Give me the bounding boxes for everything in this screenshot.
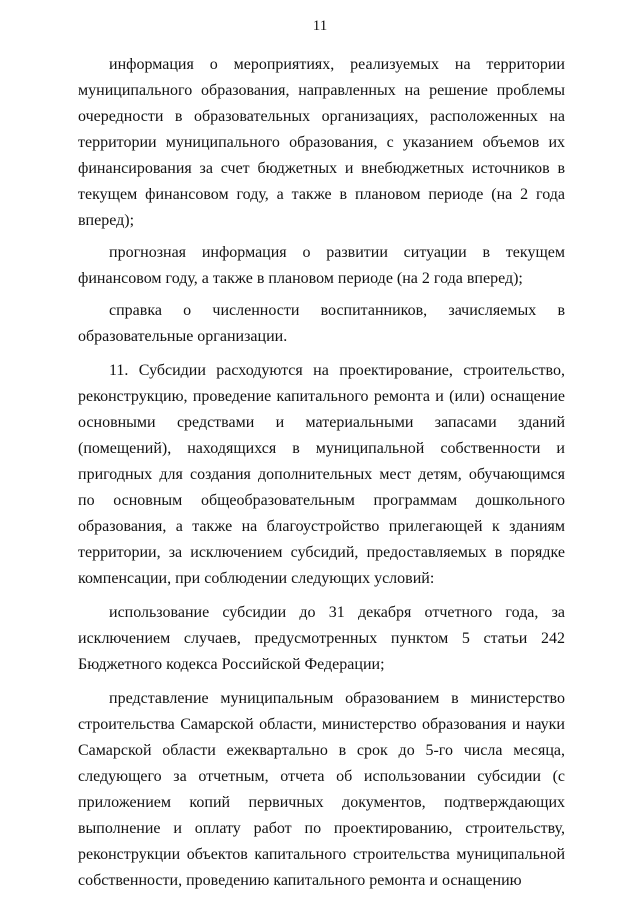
paragraph-pupils-reference: справка о численности воспитанников, зачисляемых в образовательные организации. bbox=[78, 302, 565, 345]
paragraph-forecast-info: прогнозная информация о развитии ситуации в текущем финансовом году, а также в плановом периоде (на 2 года вперед); bbox=[78, 244, 565, 287]
page-number: 11 bbox=[312, 18, 328, 34]
paragraph-item-11-subsidies: 11. Субсидии расходуются на проектирование, строительство, реконструкцию, проведение капитального ремонта и (или) оснащение основными средствами и материальными запасами зданий (помещений), находящихся в муниципальной собственности и пригодных для создания дополнительных мест детям, обучающимся по основным общеобразовательным программам дошкольного образования, а также на благоустройство прилегающей к зданиям территории, за исключением субсидий, предоставляемых в порядке компенсации, при соблюдении следующих условий: bbox=[78, 362, 565, 587]
paragraph-quarterly-report: представление муниципальным образованием в министерство строительства Самарской области, министерство образования и науки Самарской области ежеквартально в срок до 5-го числа месяца, следующего за отчетным, отчета об использовании субсидии (с приложением копий первичных документов, подтверждающих выполнение и оплату работ по проектированию, строительству, реконструкции объектов капитального строительства муниципальной собственности, проведению капитального ремонта и оснащению bbox=[78, 690, 565, 889]
document-body bbox=[78, 52, 565, 900]
paragraph-measures-info: информация о мероприятиях, реализуемых на территории муниципального образования, направленных на решение проблемы очередности в образовательных организациях, расположенных на территории муниципального образования, с указанием объемов их финансирования за счет бюджетных и внебюджетных источников в текущем финансовом году, а также в плановом периоде (на 2 года вперед); bbox=[78, 56, 565, 229]
paragraph-subsidy-usage-deadline: использование субсидии до 31 декабря отчетного года, за исключением случаев, предусмотренных пунктом 5 статьи 242 Бюджетного кодекса Российской Федерации; bbox=[78, 604, 565, 673]
